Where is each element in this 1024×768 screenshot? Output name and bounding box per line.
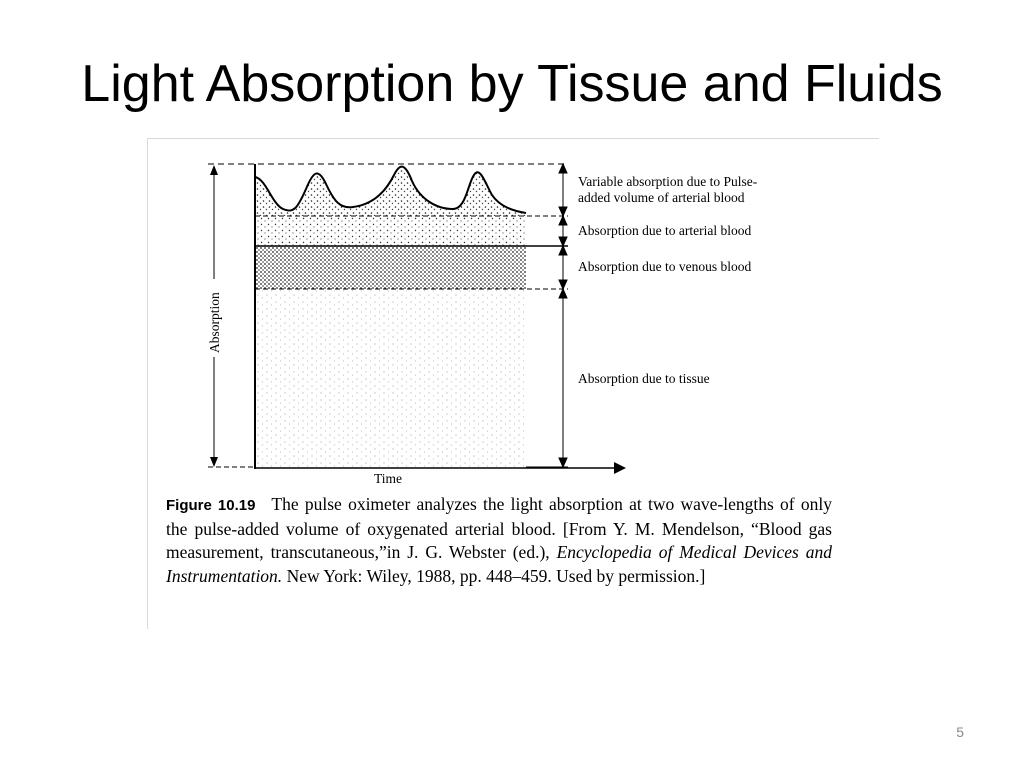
arterial-layer <box>255 216 526 246</box>
y-axis-label: Absorption <box>207 292 222 353</box>
caption-italic-title: Encyclopedia of Medical Devices and Instrumentation. <box>166 542 832 586</box>
absorption-arrow-bottom <box>210 457 218 467</box>
label-pulse-line1: Variable absorption due to Pulse- <box>578 174 758 189</box>
figure-caption <box>166 493 832 588</box>
x-axis-label: Time <box>374 471 403 486</box>
label-venous: Absorption due to venous blood <box>578 259 752 274</box>
label-pulse-line2: added volume of arterial blood <box>578 190 745 205</box>
figure-number: Figure 10.19 <box>166 497 256 514</box>
label-tissue: Absorption due to tissue <box>578 371 710 386</box>
slide-number: 5 <box>956 724 964 740</box>
venous-layer <box>255 246 526 289</box>
right-brackets <box>526 164 568 467</box>
figure-image <box>147 138 879 629</box>
label-arterial: Absorption due to arterial blood <box>578 223 752 238</box>
tissue-layer <box>255 289 526 467</box>
absorption-arrow-top <box>210 165 218 175</box>
absorption-diagram <box>148 139 879 489</box>
caption-text-part1: The pulse oximeter analyzes the light absorption at two wave-lengths of only the pulse-added volume of oxygenated arterial blood. [From Y. M. Mendelson, “Blood gas measurement, transcutaneous,”in J. G. Webster (ed.), <box>166 494 832 562</box>
caption-text-part2: New York: Wiley, 1988, pp. 448–459. Used by permission.] <box>282 565 706 586</box>
slide-title: Light Absorption by Tissue and Fluids <box>81 55 943 113</box>
